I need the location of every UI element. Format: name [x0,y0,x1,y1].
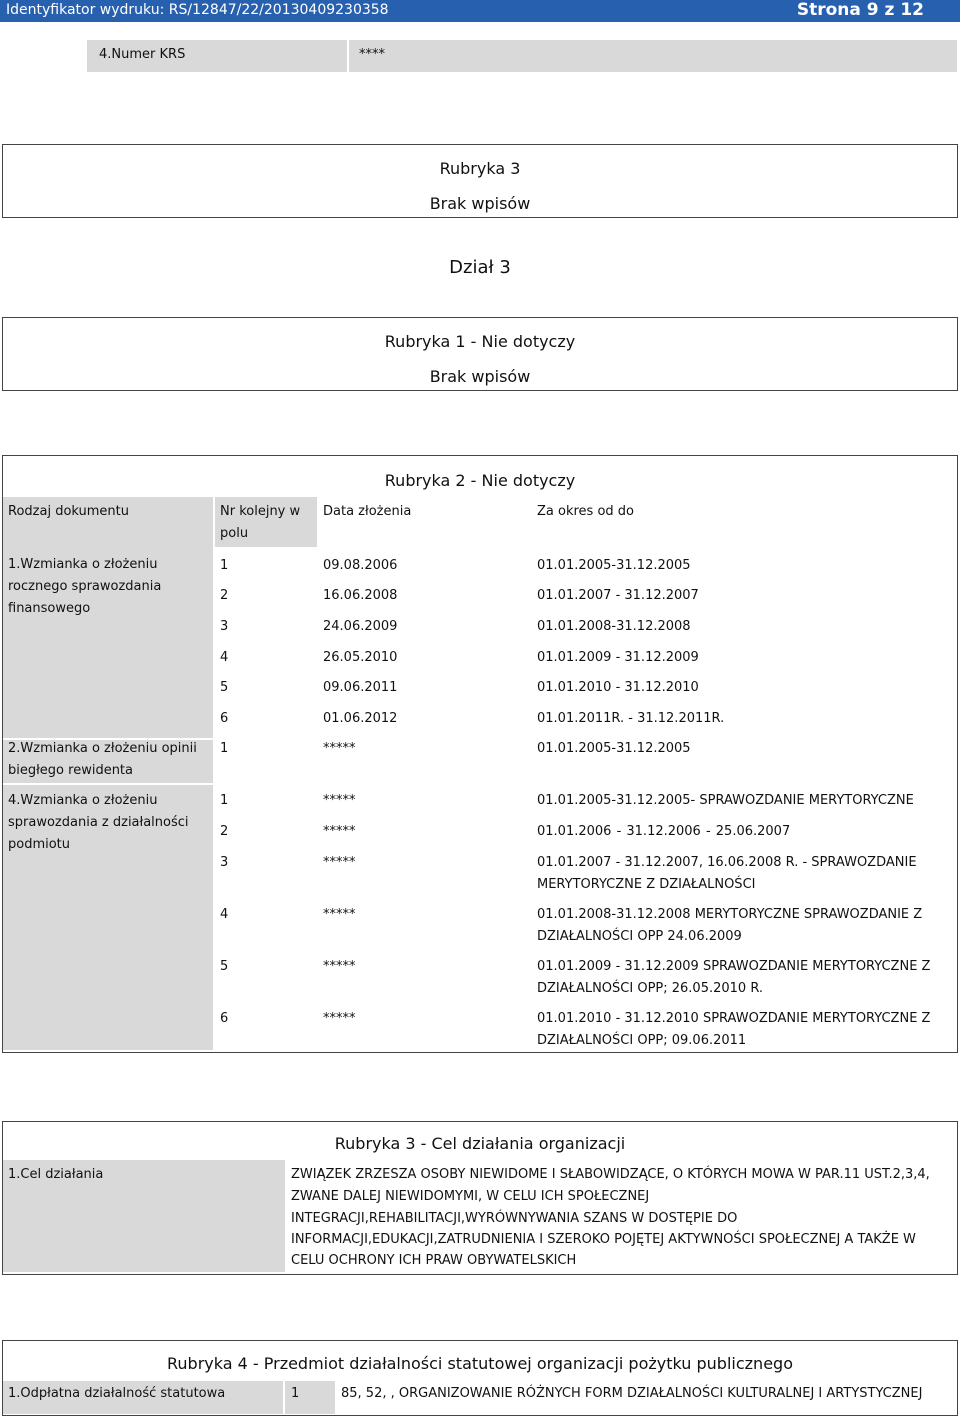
col-doc-g1 [3,497,213,738]
g1-period: 01.01.2010 - 31.12.2010 [537,680,699,695]
rubryka1-sub: Brak wpisów [429,367,531,386]
g3-date: ***** [323,824,356,839]
g3-date: ***** [323,907,356,922]
rubryka2-title: Rubryka 2 - Nie dotyczy [384,471,576,490]
rub4-nr: 1 [291,1386,300,1401]
g1-period: 01.01.2008-31.12.2008 [537,619,691,634]
g3-nr: 1 [220,793,229,808]
krs-label: 4.Numer KRS [99,47,186,62]
g3-period: 01.01.2005-31.12.2005- SPRAWOZDANIE MERYTORYCZNE [537,793,914,808]
g1-period: 01.01.2011R. - 31.12.2011R. [537,711,725,726]
rubryka3-cel-title: Rubryka 3 - Cel działania organizacji [334,1134,626,1153]
rubryka3-title: Rubryka 3 [439,159,521,178]
krs-value-cell [349,40,957,72]
g1-period: 01.01.2005-31.12.2005 [537,558,691,573]
page-number: Strona 9 z 12 [796,0,924,20]
g1-nr: 5 [220,680,229,695]
g3-period-2: DZIAŁALNOŚCI OPP; 09.06.2011 [537,1033,747,1048]
g3-period: 01.01.2009 - 31.12.2009 SPRAWOZDANIE MERYTORYCZNE Z [537,959,931,974]
g1-date: 24.06.2009 [323,619,398,634]
g1-date: 09.06.2011 [323,680,398,695]
rubryka3-sub: Brak wpisów [429,194,531,213]
krs-row [0,40,960,72]
g3-nr: 3 [220,855,229,870]
g1-nr: 1 [220,558,229,573]
g1-date: 16.06.2008 [323,588,398,603]
rubryka1-box [2,317,958,391]
g1-nr: 4 [220,650,229,665]
g3-period: 01.01.2006 - 31.12.2006 - 25.06.2007 [537,824,791,839]
g1-date: 01.06.2012 [323,711,398,726]
g1-nr: 6 [220,711,229,726]
cel-line: ZWIĄZEK ZRZESZA OSOBY NIEWIDOME I SŁABOWIDZĄCE, O KTÓRYCH MOWA W PAR.11 UST.2,3,4, [291,1167,930,1182]
g3-date: ***** [323,1011,356,1026]
g1-period: 01.01.2007 - 31.12.2007 [537,588,699,603]
print-header [0,0,960,22]
g1-nr: 2 [220,588,229,603]
g3-period: 01.01.2008-31.12.2008 MERYTORYCZNE SPRAWOZDANIE Z [537,907,923,922]
g1-nr: 3 [220,619,229,634]
g3-label-3: podmiotu [8,837,71,852]
g2-label-2: biegłego rewidenta [8,763,133,778]
cel-line: ZWANE DALEJ NIEWIDOMYMI, W CELU ICH SPOŁECZNEJ [291,1189,650,1204]
g2-period: 01.01.2005-31.12.2005 [537,741,691,756]
g2-nr: 1 [220,741,229,756]
print-id: Identyfikator wydruku: RS/12847/22/20130409230358 [6,2,389,18]
g3-label-1: 4.Wzmianka o złożeniu [8,793,158,808]
cel-line: CELU OCHRONY ICH PRAW OBYWATELSKICH [291,1253,577,1268]
g3-date: ***** [323,793,356,808]
rub4-value: 85, 52, , ORGANIZOWANIE RÓŻNYCH FORM DZIAŁALNOŚCI KULTURALNEJ I ARTYSTYCZNEJ [341,1386,923,1401]
rubryka4-title: Rubryka 4 - Przedmiot działalności statutowej organizacji pożytku publicznego [167,1354,793,1373]
g2-date: ***** [323,741,356,756]
g3-period: 01.01.2010 - 31.12.2010 SPRAWOZDANIE MERYTORYCZNE Z [537,1011,931,1026]
g1-date: 09.08.2006 [323,558,398,573]
krs-value: **** [359,47,385,62]
g1-label-3: finansowego [8,601,91,616]
cel-label: 1.Cel działania [8,1167,104,1182]
cel-line: INTEGRACJI,REHABILITACJI,WYRÓWNYWANIA SZANS W DOSTĘPIE DO [291,1211,738,1226]
rub4-label: 1.Odpłatna działalność statutowa [8,1386,226,1401]
g3-nr: 2 [220,824,229,839]
hdr-period: Za okres od do [537,504,634,519]
g1-label-1: 1.Wzmianka o złożeniu [8,557,158,572]
dzial-title: Dział 3 [449,257,511,278]
g3-period-2: DZIAŁALNOŚCI OPP 24.06.2009 [537,929,742,944]
g3-period: 01.01.2007 - 31.12.2007, 16.06.2008 R. - SPRAWOZDANIE [537,855,917,870]
g1-period: 01.01.2009 - 31.12.2009 [537,650,699,665]
g3-nr: 5 [220,959,229,974]
krs-label-cell [87,40,347,72]
rubryka3-box [2,144,958,218]
hdr-nr1: Nr kolejny w [220,504,301,519]
g1-label-2: rocznego sprawozdania [8,579,162,594]
g1-date: 26.05.2010 [323,650,398,665]
g3-date: ***** [323,959,356,974]
g2-label-1: 2.Wzmianka o złożeniu opinii [8,741,197,756]
rubryka1-title: Rubryka 1 - Nie dotyczy [384,332,576,351]
hdr-date: Data złożenia [323,504,412,519]
g3-nr: 4 [220,907,229,922]
g3-nr: 6 [220,1011,229,1026]
g3-date: ***** [323,855,356,870]
cel-line: INFORMACJI,EDUKACJI,ZATRUDNIENIA I SZEROKO POJĘTEJ AKTYWNOŚCI SPOŁECZNEJ A TAKŻE W [291,1232,916,1247]
g3-label-2: sprawozdania z działalności [8,815,189,830]
g3-period-2: MERYTORYCZNE Z DZIAŁALNOŚCI [537,877,756,892]
g3-period-2: DZIAŁALNOŚCI OPP; 26.05.2010 R. [537,981,764,996]
hdr-doc: Rodzaj dokumentu [8,504,129,519]
hdr-nr2: polu [220,526,249,541]
